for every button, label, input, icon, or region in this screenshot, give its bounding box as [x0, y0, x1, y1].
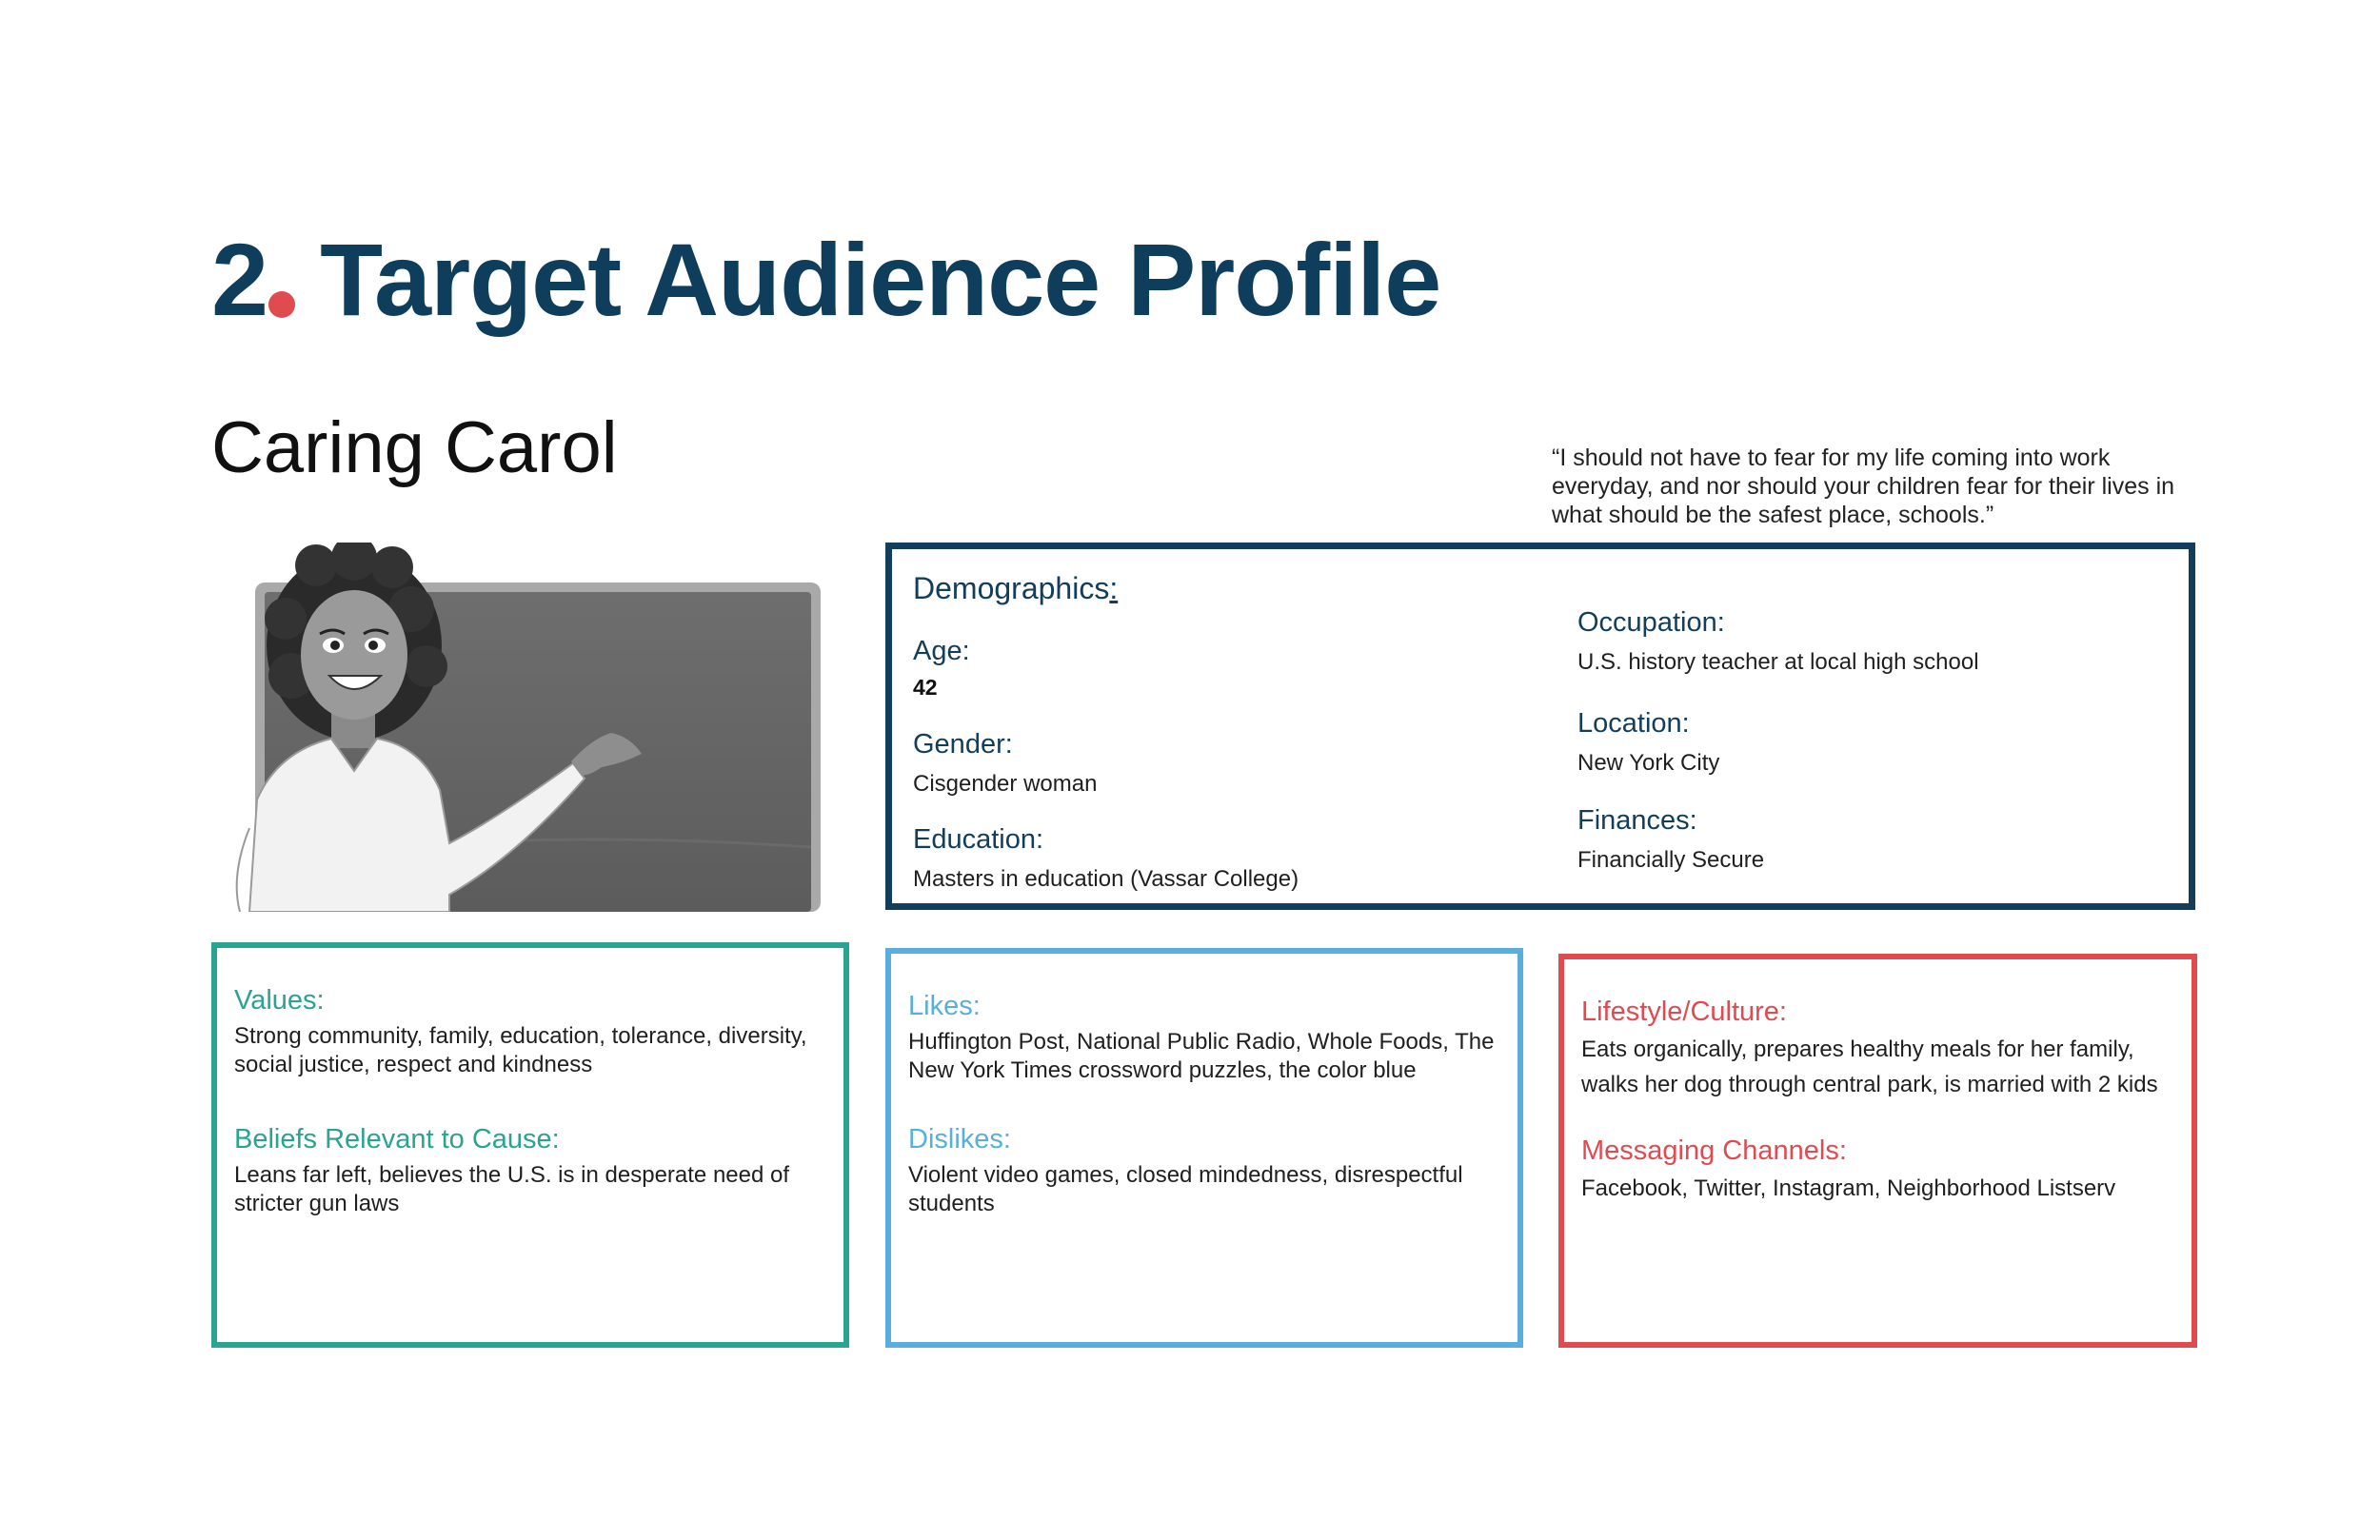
values-box — [211, 942, 849, 1348]
gender-value: Cisgender woman — [913, 771, 1098, 797]
demographics-heading-colon: : — [1109, 571, 1119, 605]
finances-value: Financially Secure — [1577, 847, 1765, 873]
likes-box — [885, 948, 1523, 1348]
lifestyle-label: Lifestyle/Culture: — [1581, 997, 1787, 1027]
occupation-value: U.S. history teacher at local high school — [1577, 649, 1979, 675]
section-number: 2 — [211, 222, 266, 337]
location-label: Location: — [1577, 708, 1690, 739]
beliefs-label: Beliefs Relevant to Cause: — [234, 1124, 560, 1155]
demographics-heading — [913, 572, 1118, 605]
teacher-chalkboard-image — [211, 543, 821, 912]
likes-text: Huffington Post, National Public Radio, Whole Foods, The New York Times crossword puzzles, the color blue — [908, 1029, 1495, 1083]
teacher-illustration — [211, 543, 821, 912]
values-text: Strong community, family, education, tolerance, diversity, social justice, respect and kindness — [234, 1023, 807, 1077]
persona-quote: “I should not have to fear for my life coming into work everyday, and nor should your children fear for their lives in what should be the safest place, schools.” — [1552, 444, 2175, 528]
occupation-label: Occupation: — [1577, 607, 1725, 638]
lifestyle-box — [1558, 954, 2197, 1348]
red-dot-icon — [268, 291, 295, 318]
page-heading — [211, 217, 1441, 337]
channels-text: Facebook, Twitter, Instagram, Neighborhood Listserv — [1581, 1175, 2116, 1201]
education-value: Masters in education (Vassar College) — [913, 866, 1299, 892]
finances-label: Finances: — [1577, 805, 1697, 836]
age-label: Age: — [913, 636, 970, 666]
page-title: Target Audience Profile — [320, 222, 1441, 337]
gender-label: Gender: — [913, 729, 1013, 760]
persona-name: Caring Carol — [211, 407, 618, 488]
values-label: Values: — [234, 985, 325, 1016]
channels-label: Messaging Channels: — [1581, 1135, 1847, 1166]
demographics-box — [885, 543, 2195, 910]
beliefs-text: Leans far left, believes the U.S. is in desperate need of stricter gun laws — [234, 1162, 790, 1216]
demographics-heading-text: Demographics — [913, 571, 1110, 605]
location-value: New York City — [1577, 750, 1720, 776]
lifestyle-text: Eats organically, prepares healthy meals for her family, walks her dog through central park, is married with 2 kids — [1581, 1037, 2158, 1097]
likes-label: Likes: — [908, 991, 981, 1021]
dislikes-text: Violent video games, closed mindedness, disrespectful students — [908, 1162, 1463, 1216]
education-label: Education: — [913, 824, 1044, 855]
dislikes-label: Dislikes: — [908, 1124, 1011, 1155]
age-value: 42 — [913, 675, 938, 700]
